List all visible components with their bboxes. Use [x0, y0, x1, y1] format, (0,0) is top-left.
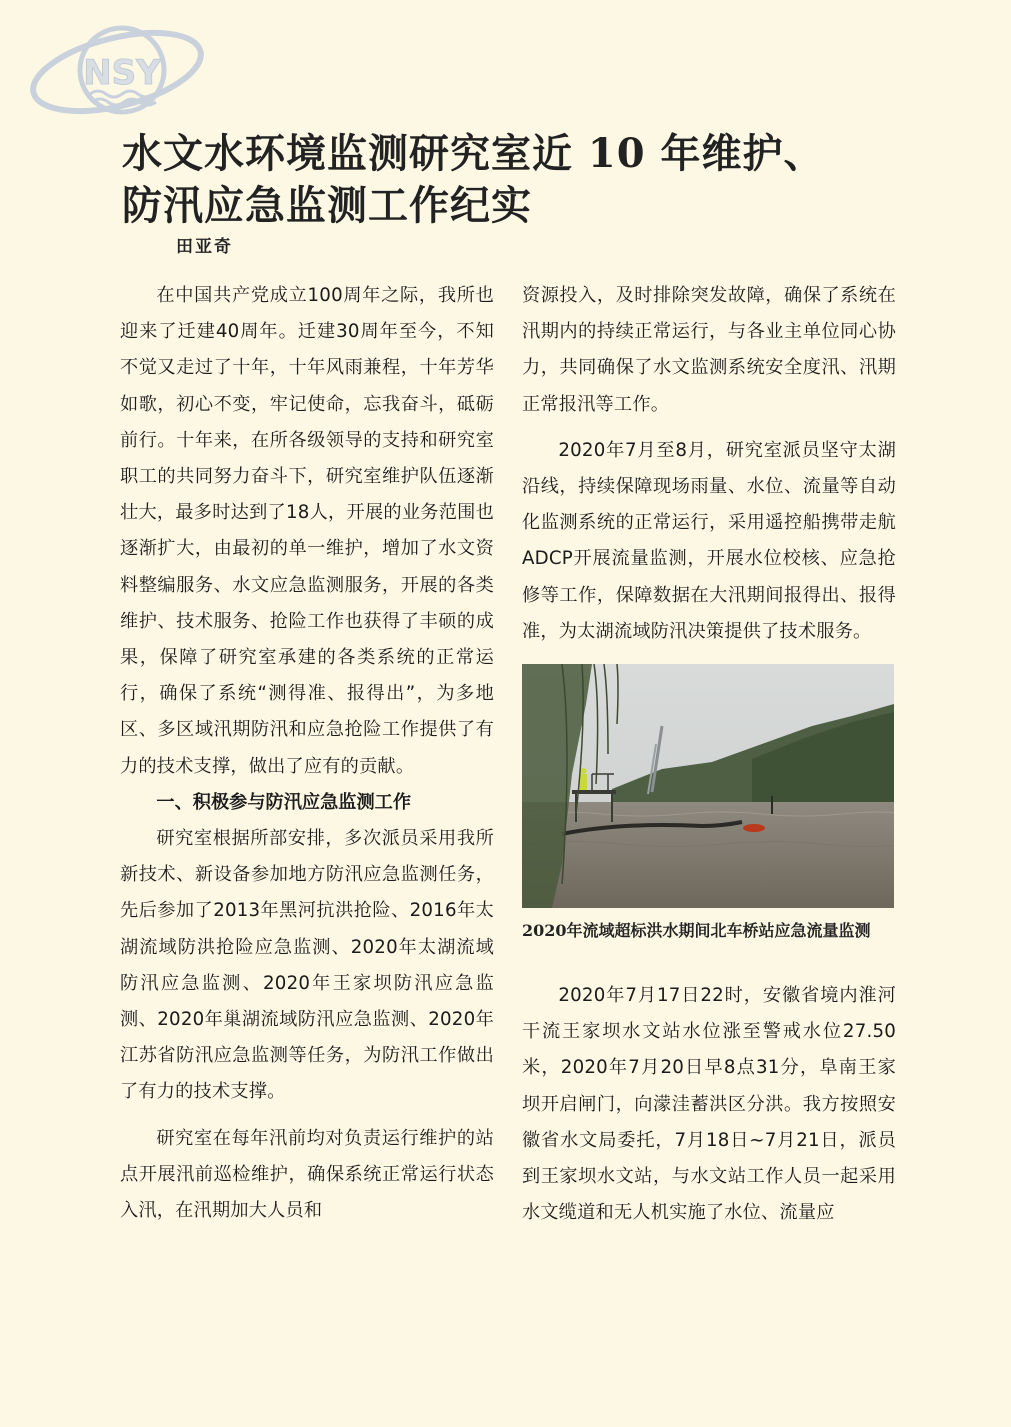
- institute-logo: [22, 14, 212, 124]
- left-paragraph-3: 研究室在每年汛前均对负责运行维护的站点开展汛前巡检维护，确保系统正常运行状态入汛，在汛期加大人员和: [120, 1127, 494, 1222]
- title-line-1: 水文水环境监测研究室近 10 年维护、: [122, 130, 825, 177]
- article-author: 田亚奇: [176, 237, 233, 257]
- photo-caption: 2020年流域超标洪水期间北车桥站应急流量监测: [522, 921, 871, 941]
- section-heading-1: 一、积极参与防汛应急监测工作: [156, 791, 412, 813]
- logo-text: NSY: [83, 53, 161, 93]
- right-paragraph-1: 资源投入，及时排除突发故障，确保了系统在汛期内的持续正常运行，与各业主单位同心协力，共同确保了水文监测系统安全度汛、汛期正常报汛等工作。: [522, 285, 896, 415]
- left-column: [120, 278, 494, 1229]
- title-line-2: 防汛应急监测工作纪实: [122, 182, 532, 229]
- left-paragraph-2: 研究室根据所部安排，多次派员采用我所新技术、新设备参加地方防汛应急监测任务，先后参加了2013年黑河抗洪抢险、2016年太湖流域防洪抢险应急监测、2020年太湖流域防汛应急监测、2020年王家坝防汛应急监测、2020年巢湖流域防汛应急监测、2020年江苏省防汛应急监测等任务，为防汛工作做出了有力的技术支撑。: [120, 828, 494, 1103]
- nsy-logo-icon: [22, 14, 212, 124]
- flood-monitoring-photo: [522, 664, 894, 908]
- left-paragraph-1: 在中国共产党成立100周年之际，我所也迎来了迁建40周年。迁建30周年至今，不知不觉又走过了十年，十年风雨兼程，十年芳华如歌，初心不变，牢记使命，忘我奋斗，砥砺前行。十年来，在所各级领导的支持和研究室职工的共同努力奋斗下，研究室维护队伍逐渐壮大，最多时达到了18人，开展的业务范围也逐渐扩大，由最初的单一维护，增加了水文资料整编服务、水文应急监测服务，开展的各类维护、技术服务、抢险工作也获得了丰硕的成果，保障了研究室承建的各类系统的正常运行，确保了系统“测得准、报得出”，为多地区、多区域汛期防汛和应急抢险工作提供了有力的技术支撑，做出了应有的贡献。: [120, 285, 494, 777]
- right-column: [522, 278, 896, 1231]
- article-title: [122, 128, 942, 232]
- right-paragraph-2: 2020年7月至8月，研究室派员坚守太湖沿线，持续保障现场雨量、水位、流量等自动化监测系统的正常运行，采用遥控船携带走航ADCP开展流量监测，开展水位校核、应急抢修等工作，保障数据在大汛期间报得出、报得准，为太湖流域防汛决策提供了技术服务。: [522, 439, 896, 642]
- right-paragraph-3: 2020年7月17日22时，安徽省境内淮河干流王家坝水文站水位涨至警戒水位27.50米，2020年7月20日早8点31分，阜南王家坝开启闸门，向濛洼蓄洪区分洪。我方按照安徽省水文局委托，7月18日~7月21日，派员到王家坝水文站，与水文站工作人员一起采用水文缆道和无人机实施了水位、流量应: [522, 985, 896, 1224]
